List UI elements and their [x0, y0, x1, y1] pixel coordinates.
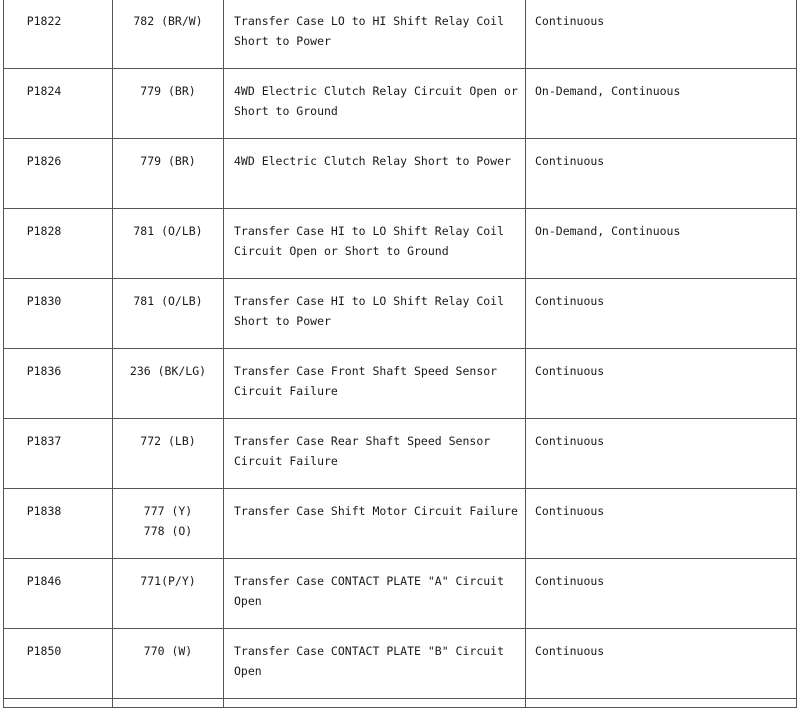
- dtc-code-cell: P1837: [4, 419, 113, 489]
- description-cell: Transfer Case Front Shaft Speed Sensor Circuit Failure: [224, 349, 526, 419]
- description-cell: 4WD Electric Clutch Relay Short to Power: [224, 139, 526, 209]
- table-row: [4, 629, 797, 699]
- monitor-mode-cell: Continuous: [526, 559, 797, 629]
- table-row-partial: [4, 699, 797, 708]
- dtc-code-cell: P1824: [4, 69, 113, 139]
- description-cell: Transfer Case CONTACT PLATE "B" Circuit Open: [224, 629, 526, 699]
- dtc-code-cell: P1826: [4, 139, 113, 209]
- circuit-wire: 771(P/Y): [140, 574, 196, 588]
- monitor-mode-cell: On-Demand, Continuous: [526, 209, 797, 279]
- dtc-code-cell: P1846: [4, 559, 113, 629]
- table-row: [4, 489, 797, 559]
- empty-cell: [224, 699, 526, 708]
- description-cell: 4WD Electric Clutch Relay Circuit Open or Short to Ground: [224, 69, 526, 139]
- circuit-wire: 779 (BR): [140, 154, 196, 168]
- empty-cell: [526, 699, 797, 708]
- monitor-mode-cell: Continuous: [526, 0, 797, 69]
- dtc-table: [3, 0, 797, 708]
- monitor-mode-cell: Continuous: [526, 349, 797, 419]
- monitor-mode-cell: Continuous: [526, 139, 797, 209]
- dtc-code-cell: P1830: [4, 279, 113, 349]
- dtc-table-body: [4, 0, 797, 708]
- description-cell: Transfer Case Shift Motor Circuit Failure: [224, 489, 526, 559]
- circuit-wire: 778 (O): [143, 523, 193, 538]
- circuit-wire: 781 (O/LB): [133, 294, 203, 308]
- monitor-mode-cell: Continuous: [526, 419, 797, 489]
- table-row: [4, 349, 797, 419]
- circuit-cell: [113, 279, 224, 349]
- empty-cell: [113, 699, 224, 708]
- empty-cell: [4, 699, 113, 708]
- circuit-cell: [113, 349, 224, 419]
- table-row: [4, 209, 797, 279]
- circuit-wire: 779 (BR): [140, 84, 196, 98]
- circuit-cell: [113, 139, 224, 209]
- dtc-code-cell: P1850: [4, 629, 113, 699]
- table-row: [4, 0, 797, 69]
- circuit-wire: 782 (BR/W): [133, 14, 203, 28]
- circuit-wire: 770 (W): [143, 644, 193, 658]
- circuit-cell: [113, 0, 224, 69]
- circuit-cell: [113, 629, 224, 699]
- circuit-wire: 772 (LB): [140, 434, 196, 448]
- description-cell: Transfer Case CONTACT PLATE "A" Circuit Open: [224, 559, 526, 629]
- description-cell: Transfer Case LO to HI Shift Relay Coil Short to Power: [224, 0, 526, 69]
- circuit-cell: [113, 419, 224, 489]
- dtc-code-cell: P1828: [4, 209, 113, 279]
- dtc-code-cell: P1822: [4, 0, 113, 69]
- circuit-wire: 781 (O/LB): [133, 224, 203, 238]
- monitor-mode-cell: Continuous: [526, 629, 797, 699]
- description-cell: Transfer Case Rear Shaft Speed Sensor Circuit Failure: [224, 419, 526, 489]
- circuit-cell: [113, 489, 224, 559]
- circuit-cell: [113, 209, 224, 279]
- description-cell: Transfer Case HI to LO Shift Relay Coil Circuit Open or Short to Ground: [224, 209, 526, 279]
- table-row: [4, 279, 797, 349]
- monitor-mode-cell: On-Demand, Continuous: [526, 69, 797, 139]
- monitor-mode-cell: Continuous: [526, 279, 797, 349]
- table-row: [4, 559, 797, 629]
- circuit-cell: [113, 559, 224, 629]
- table-row: [4, 419, 797, 489]
- circuit-wire: 236 (BK/LG): [129, 364, 207, 378]
- circuit-cell: [113, 69, 224, 139]
- circuit-wire: 777 (Y): [143, 504, 193, 518]
- table-row: [4, 69, 797, 139]
- description-cell: Transfer Case HI to LO Shift Relay Coil Short to Power: [224, 279, 526, 349]
- dtc-code-cell: P1838: [4, 489, 113, 559]
- monitor-mode-cell: Continuous: [526, 489, 797, 559]
- dtc-code-cell: P1836: [4, 349, 113, 419]
- table-row: [4, 139, 797, 209]
